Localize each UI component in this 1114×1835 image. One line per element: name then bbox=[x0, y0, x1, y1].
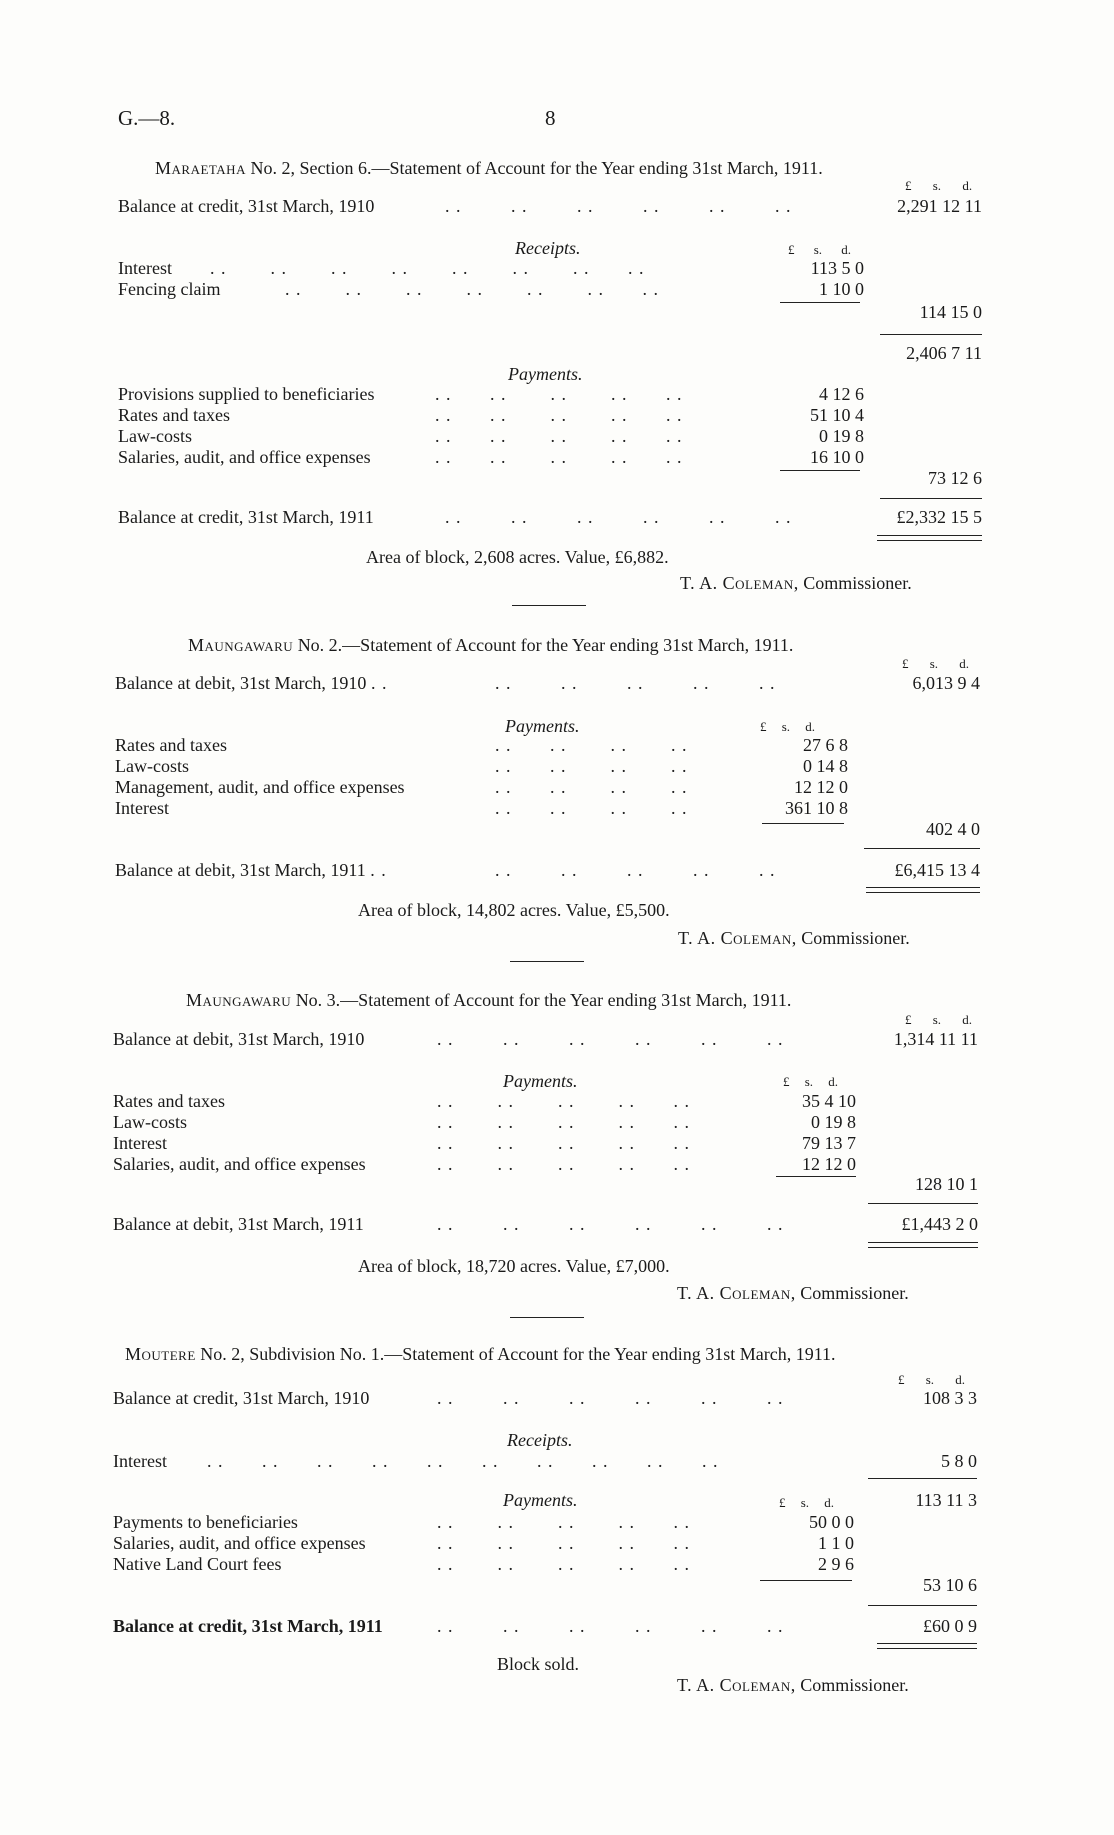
leader-dots: . . . . . . . . . . . . . . . . . . . . . . . . . . . . . . . . . . . . . . . . bbox=[437, 1091, 690, 1174]
signature bbox=[680, 573, 912, 594]
leader-dots: . . . . . . . . . . . . . . . . . . . . . . . . . . . . . . bbox=[437, 1512, 690, 1574]
column-units: £ s. d. bbox=[905, 178, 973, 193]
block-area-value: Area of block, 2,608 acres. Value, £6,882. bbox=[366, 547, 669, 567]
payment-amount: 16 10 0 bbox=[810, 447, 864, 467]
block-name: Moutere bbox=[125, 1344, 196, 1364]
block-name: Maraetaha bbox=[155, 158, 246, 178]
block-name: Maungawaru bbox=[186, 990, 292, 1010]
receipt-label: Interest bbox=[113, 1451, 167, 1471]
closing-balance-label: Balance at credit, 31st March, 1911 bbox=[113, 1616, 383, 1636]
closing-balance-label: Balance at credit, 31st March, 1911 bbox=[118, 507, 374, 527]
closing-balance-label bbox=[115, 860, 387, 881]
receipt-amount: 5 8 0 bbox=[941, 1451, 977, 1471]
commissioner-role: Commissioner. bbox=[800, 1675, 909, 1695]
opening-balance-label: Balance at debit, 31st March, 1910 bbox=[113, 1029, 365, 1049]
block-name: Maungawaru bbox=[188, 635, 294, 655]
receipts-total: 114 15 0 bbox=[919, 302, 982, 322]
receipt-label: Interest bbox=[118, 258, 172, 278]
payment-amount: 35 4 10 bbox=[802, 1091, 856, 1111]
page-number: 8 bbox=[545, 106, 556, 130]
section-title bbox=[155, 158, 823, 179]
rule bbox=[880, 498, 982, 499]
leader-dots: . . . . . . . . . . bbox=[495, 673, 776, 693]
subtotal: 113 11 3 bbox=[915, 1490, 977, 1510]
commissioner-role: Commissioner. bbox=[801, 928, 910, 948]
closing-balance-amount: £60 0 9 bbox=[923, 1616, 977, 1636]
column-units: £ s. d. bbox=[783, 1074, 839, 1089]
opening-balance-label: Balance at credit, 31st March, 1910 bbox=[113, 1388, 370, 1408]
double-rule bbox=[877, 1643, 977, 1649]
leader-dots: . . . . . . . . . . . . . . . . . . . . bbox=[207, 1451, 719, 1471]
payment-label: Law-costs bbox=[113, 1112, 187, 1132]
receipt-amount: 113 5 0 bbox=[810, 258, 864, 278]
payment-label: Payments to beneficiaries bbox=[113, 1512, 298, 1532]
payment-label: Law-costs bbox=[118, 426, 192, 446]
section-title bbox=[186, 990, 791, 1011]
double-rule bbox=[868, 1242, 978, 1248]
payments-total: 128 10 1 bbox=[915, 1174, 978, 1194]
payment-label: Native Land Court fees bbox=[113, 1554, 282, 1574]
column-units: £ s. d. bbox=[779, 1495, 835, 1510]
title-text: No. 3.—Statement of Account for the Year ending 31st March, 1911. bbox=[295, 990, 792, 1010]
report-reference: G.—8. bbox=[118, 106, 176, 130]
leader-dots: . . . . . . . . . . . . bbox=[437, 1214, 784, 1234]
rule bbox=[776, 1176, 856, 1177]
payment-amount: 0 19 8 bbox=[811, 1112, 856, 1132]
title-text: No. 2.—Statement of Account for the Year ending 31st March, 1911. bbox=[297, 635, 794, 655]
label-text: Balance at debit, 31st March, 1911 bbox=[115, 860, 366, 880]
column-units: £ s. d. bbox=[760, 719, 816, 734]
payment-label: Interest bbox=[113, 1133, 167, 1153]
leader-dots: . . bbox=[370, 860, 387, 880]
payment-amount: 361 10 8 bbox=[785, 798, 848, 818]
payments-heading: Payments. bbox=[503, 1071, 578, 1091]
payment-amount: 12 12 0 bbox=[794, 777, 848, 797]
block-area-value: Area of block, 14,802 acres. Value, £5,500. bbox=[358, 900, 670, 920]
opening-balance-label bbox=[115, 673, 387, 694]
column-units: £ s. d. bbox=[788, 242, 852, 257]
title-text: No. 2, Section 6.—Statement of Account for the Year ending 31st March, 1911. bbox=[250, 158, 823, 178]
rule bbox=[868, 1203, 978, 1204]
opening-balance-amount: 2,291 12 11 bbox=[897, 196, 982, 216]
commissioner-role: Commissioner. bbox=[800, 1283, 909, 1303]
payment-label: Provisions supplied to beneficiaries bbox=[118, 384, 375, 404]
payment-label: Management, audit, and office expenses bbox=[115, 777, 405, 797]
section-divider bbox=[512, 605, 586, 606]
payment-amount: 1 1 0 bbox=[818, 1533, 854, 1553]
rule bbox=[780, 470, 860, 471]
payment-amount: 12 12 0 bbox=[802, 1154, 856, 1174]
payments-heading: Payments. bbox=[503, 1490, 578, 1510]
payment-label: Rates and taxes bbox=[115, 735, 227, 755]
payment-amount: 0 14 8 bbox=[803, 756, 848, 776]
double-rule bbox=[877, 535, 982, 541]
payments-heading: Payments. bbox=[505, 716, 580, 736]
signature bbox=[677, 1675, 909, 1696]
payment-label: Salaries, audit, and office expenses bbox=[113, 1154, 366, 1174]
commissioner-role: Commissioner. bbox=[803, 573, 912, 593]
column-units: £ s. d. bbox=[898, 1372, 966, 1387]
receipts-heading: Receipts. bbox=[507, 1430, 573, 1450]
commissioner-name: T. A. Coleman, bbox=[680, 573, 799, 593]
leader-dots: . . . . . . . . . . . . . . . . . . . . . . . . . . . . . . . . . . . . . . . . bbox=[435, 384, 683, 467]
section-divider bbox=[510, 1317, 584, 1318]
payment-amount: 27 6 8 bbox=[803, 735, 848, 755]
receipts-heading: Receipts. bbox=[515, 238, 581, 258]
opening-balance-label: Balance at credit, 31st March, 1910 bbox=[118, 196, 375, 216]
section-divider bbox=[510, 961, 584, 962]
rule bbox=[868, 1478, 977, 1479]
commissioner-name: T. A. Coleman, bbox=[678, 928, 797, 948]
section-title bbox=[125, 1344, 836, 1365]
label-text: Balance at debit, 31st March, 1910 bbox=[115, 673, 367, 693]
payments-total: 53 10 6 bbox=[923, 1575, 977, 1595]
payment-amount: 0 19 8 bbox=[819, 426, 864, 446]
leader-dots: . . . . . . . . . . . . bbox=[445, 196, 792, 216]
column-units: £ s. d. bbox=[902, 656, 970, 671]
leader-dots: . . . . . . . . . . . . bbox=[445, 507, 792, 527]
signature bbox=[678, 928, 910, 949]
rule bbox=[868, 1605, 977, 1606]
title-text: No. 2, Subdivision No. 1.—Statement of Account for the Year ending 31st March, 1911. bbox=[200, 1344, 836, 1364]
payment-amount: 4 12 6 bbox=[819, 384, 864, 404]
closing-balance-label: Balance at debit, 31st March, 1911 bbox=[113, 1214, 364, 1234]
rule bbox=[760, 1580, 852, 1581]
receipt-label: Fencing claim bbox=[118, 279, 221, 299]
payments-heading: Payments. bbox=[508, 364, 583, 384]
payment-amount: 79 13 7 bbox=[802, 1133, 856, 1153]
payments-total: 73 12 6 bbox=[928, 468, 982, 488]
block-area-value: Area of block, 18,720 acres. Value, £7,000. bbox=[358, 1256, 670, 1276]
leader-dots: . . . . . . . . . . . . bbox=[437, 1029, 784, 1049]
leader-dots: . . bbox=[370, 673, 388, 693]
leader-dots: . . . . . . . . . . . . bbox=[437, 1388, 784, 1408]
column-units: £ s. d. bbox=[905, 1012, 973, 1027]
payment-amount: 2 9 6 bbox=[818, 1554, 854, 1574]
signature bbox=[677, 1283, 909, 1304]
leader-dots: . . . . . . . . . . bbox=[495, 860, 776, 880]
rule bbox=[880, 334, 982, 335]
opening-balance-amount: 108 3 3 bbox=[923, 1388, 977, 1408]
payment-amount: 51 10 4 bbox=[810, 405, 864, 425]
rule bbox=[780, 302, 860, 303]
closing-balance-amount: £6,415 13 4 bbox=[894, 860, 980, 880]
receipt-amount: 1 10 0 bbox=[819, 279, 864, 299]
payment-label: Rates and taxes bbox=[118, 405, 230, 425]
leader-dots: . . . . . . . . . . . . . . bbox=[285, 279, 659, 299]
rule bbox=[762, 823, 844, 824]
leader-dots: . . . . . . . . . . . . . . . . bbox=[210, 258, 645, 278]
leader-dots: . . . . . . . . . . . . bbox=[437, 1616, 784, 1636]
opening-balance-amount: 1,314 11 11 bbox=[893, 1029, 978, 1049]
payment-label: Rates and taxes bbox=[113, 1091, 225, 1111]
payment-amount: 50 0 0 bbox=[809, 1512, 854, 1532]
block-area-value: Block sold. bbox=[497, 1654, 580, 1674]
double-rule bbox=[866, 887, 980, 893]
opening-balance-amount: 6,013 9 4 bbox=[912, 673, 980, 693]
section-title bbox=[188, 635, 793, 656]
commissioner-name: T. A. Coleman, bbox=[677, 1283, 796, 1303]
payments-total: 402 4 0 bbox=[926, 819, 980, 839]
payment-label: Salaries, audit, and office expenses bbox=[113, 1533, 366, 1553]
rule bbox=[864, 848, 980, 849]
subtotal: 2,406 7 11 bbox=[906, 343, 982, 363]
payment-label: Salaries, audit, and office expenses bbox=[118, 447, 371, 467]
leader-dots: . . . . . . . . . . . . . . . . . . . . . . . . . . . . . . . . bbox=[495, 735, 688, 818]
commissioner-name: T. A. Coleman, bbox=[677, 1675, 796, 1695]
payment-label: Law-costs bbox=[115, 756, 189, 776]
closing-balance-amount: £2,332 15 5 bbox=[896, 507, 982, 527]
payment-label: Interest bbox=[115, 798, 169, 818]
closing-balance-amount: £1,443 2 0 bbox=[901, 1214, 978, 1234]
